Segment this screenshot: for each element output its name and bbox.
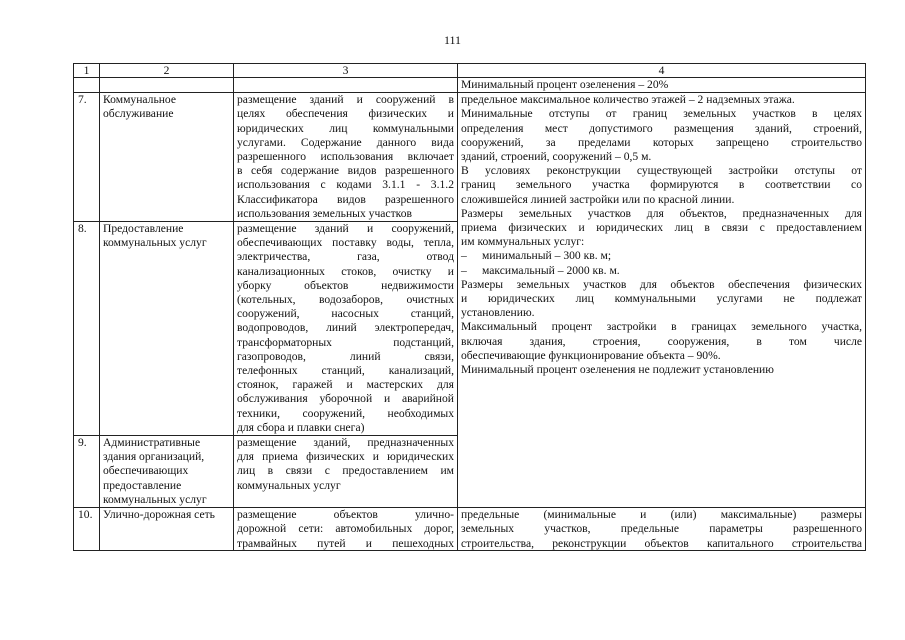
text-line: размещение объектов улично- bbox=[237, 508, 454, 522]
text-line: коммунальных услуг bbox=[103, 236, 207, 250]
text-line: предельные (минимальные и (или) максимальные) размеры bbox=[461, 508, 862, 522]
text-line: услугами. Содержание данного вида bbox=[237, 135, 454, 149]
row-number: 8. bbox=[74, 222, 100, 436]
text-line: использования земельных участков bbox=[237, 206, 412, 220]
text-line: земельных участков, предельные параметры разрешенного bbox=[461, 522, 862, 536]
text-line: разрешенного использования включает bbox=[237, 150, 454, 164]
text-line: Размеры земельных участков для объектов, предназначенных для bbox=[461, 206, 862, 220]
text-line: обеспечивающих bbox=[103, 464, 189, 478]
text-line: Максимальный процент застройки в границах земельного участка, bbox=[461, 320, 862, 334]
text-line: водопроводов, линий электропередач, bbox=[237, 321, 454, 335]
text-line: канализационных стоков, очистку и bbox=[237, 264, 454, 278]
text-line: Минимальный процент озеленения – 20% bbox=[461, 78, 669, 91]
text-line: коммунальных услуг bbox=[103, 492, 207, 506]
text-line: сооружений, за пределами которых запрещено строительство bbox=[461, 135, 862, 149]
text-line: включая здания, строения, сооружения, в том числе bbox=[461, 334, 862, 348]
header-cell: 3 bbox=[234, 64, 458, 78]
list-item bbox=[461, 264, 862, 278]
text-line: в себя содержание видов разрешенного bbox=[237, 164, 454, 178]
list-item-text: минимальный – 300 кв. м; bbox=[482, 249, 612, 263]
text-line: для приема физических и юридических bbox=[237, 450, 454, 464]
text-line: сложившейся линией застройки или по красной линии. bbox=[461, 192, 735, 206]
text-line: сооружений, насосных станций, bbox=[237, 307, 454, 321]
text-line: обслуживания уборочной и аварийной bbox=[237, 392, 454, 406]
text-line: для сбора и плавки снега) bbox=[237, 420, 365, 434]
text-line: Минимальные отступы от границ земельных участков в целях bbox=[461, 107, 862, 121]
header-cell: 4 bbox=[458, 64, 866, 78]
text-line: стоянок, гаражей и мастерских для bbox=[237, 378, 454, 392]
text-line: дорожной сети: автомобильных дорог, bbox=[237, 522, 454, 536]
row-number: 7. bbox=[74, 93, 100, 222]
table-row-10 bbox=[74, 508, 866, 551]
text-line: В условиях реконструкции существующей застройки отступы от bbox=[461, 164, 862, 178]
text-line: газопроводов, линий связи, bbox=[237, 349, 454, 363]
cell-description bbox=[234, 508, 458, 551]
text-line: техники, сооружений, необходимых bbox=[237, 406, 454, 420]
text-line: предоставление bbox=[103, 478, 182, 492]
cell-description bbox=[234, 93, 458, 222]
list-item bbox=[461, 249, 862, 263]
cell-clip bbox=[461, 508, 862, 550]
text-line: обеспечивающие функционирование объекта – 90%. bbox=[461, 348, 721, 362]
text-line: уборку объектов недвижимости bbox=[237, 278, 454, 292]
text-line: строительства, реконструкции объектов капитального строительства bbox=[461, 536, 862, 550]
text-line: обслуживание bbox=[103, 107, 174, 121]
cell-clip bbox=[237, 508, 454, 550]
row-number: 9. bbox=[74, 436, 100, 508]
text-line: целях обеспечения физических и bbox=[237, 107, 454, 121]
cell-name bbox=[100, 436, 234, 508]
text-line: границ земельного участка формируются в соответствии со bbox=[461, 178, 862, 192]
cell-params bbox=[458, 78, 866, 93]
cell-description bbox=[234, 222, 458, 436]
text-line: установлению. bbox=[461, 306, 535, 320]
text-line: Административные bbox=[103, 436, 201, 450]
text-line: коммунальных услуг bbox=[237, 478, 341, 492]
text-line: приема физических и юридических лиц в связи с предоставлением bbox=[461, 221, 862, 235]
page-number: 111 bbox=[443, 33, 462, 47]
cell-name bbox=[100, 222, 234, 436]
text-line: телефонных станций, канализаций, bbox=[237, 364, 454, 378]
text-line: размещение зданий и сооружений, bbox=[237, 222, 454, 236]
text-line: и юридических лиц коммунальными услугами не подлежат bbox=[461, 292, 862, 306]
cell-name bbox=[100, 508, 234, 551]
text-line: определения мест допустимого размещения зданий, строений, bbox=[461, 121, 862, 135]
text-line: Предоставление bbox=[103, 222, 184, 236]
text-line: обеспечивающих поставку воды, тепла, bbox=[237, 236, 454, 250]
text-line: трамвайных путей и пешеходных bbox=[237, 536, 454, 550]
text-line: зданий, строений, сооружений – 0,5 м. bbox=[461, 150, 652, 164]
table-row-7 bbox=[74, 93, 866, 222]
text-line: предельное максимальное количество этажей – 2 надземных этажа. bbox=[461, 93, 795, 107]
text-line: здания организаций, bbox=[103, 450, 205, 464]
text-line: юридических лиц коммунальными bbox=[237, 121, 454, 135]
cell-params-merged bbox=[458, 93, 866, 508]
cell-params bbox=[458, 508, 866, 551]
list-item-text: максимальный – 2000 кв. м. bbox=[482, 263, 620, 277]
text-line: Классификатора видов разрешенного bbox=[237, 192, 454, 206]
text-line: электричества, газа, отвод bbox=[237, 250, 454, 264]
text-line: Коммунальное bbox=[103, 93, 177, 107]
cell-name bbox=[100, 93, 234, 222]
text-line: трансформаторных подстанций, bbox=[237, 335, 454, 349]
text-line: (котельных, водозаборов, очистных bbox=[237, 293, 454, 307]
text-line: размещение зданий и сооружений в bbox=[237, 93, 454, 107]
text-line: размещение зданий, предназначенных bbox=[237, 436, 454, 450]
list-dash: – bbox=[461, 263, 467, 277]
text-line: лиц в связи с предоставлением им bbox=[237, 464, 454, 478]
text-line: Размеры земельных участков для объектов обеспечения физических bbox=[461, 277, 862, 291]
cell-description bbox=[234, 436, 458, 508]
text-line: Минимальный процент озеленения не подлежит установлению bbox=[461, 363, 774, 377]
header-cell: 1 bbox=[74, 64, 100, 78]
list-dash: – bbox=[461, 249, 467, 263]
text-line: им коммунальных услуг: bbox=[461, 235, 585, 249]
regulations-table bbox=[73, 63, 866, 551]
table-header-row bbox=[74, 64, 866, 78]
text-line: Улично-дорожная сеть bbox=[103, 508, 215, 522]
row-number: 10. bbox=[74, 508, 100, 551]
table-row-continued bbox=[74, 78, 866, 93]
header-cell: 2 bbox=[100, 64, 234, 78]
text-line: использования с кодами 3.1.1 - 3.1.2 bbox=[237, 178, 454, 192]
